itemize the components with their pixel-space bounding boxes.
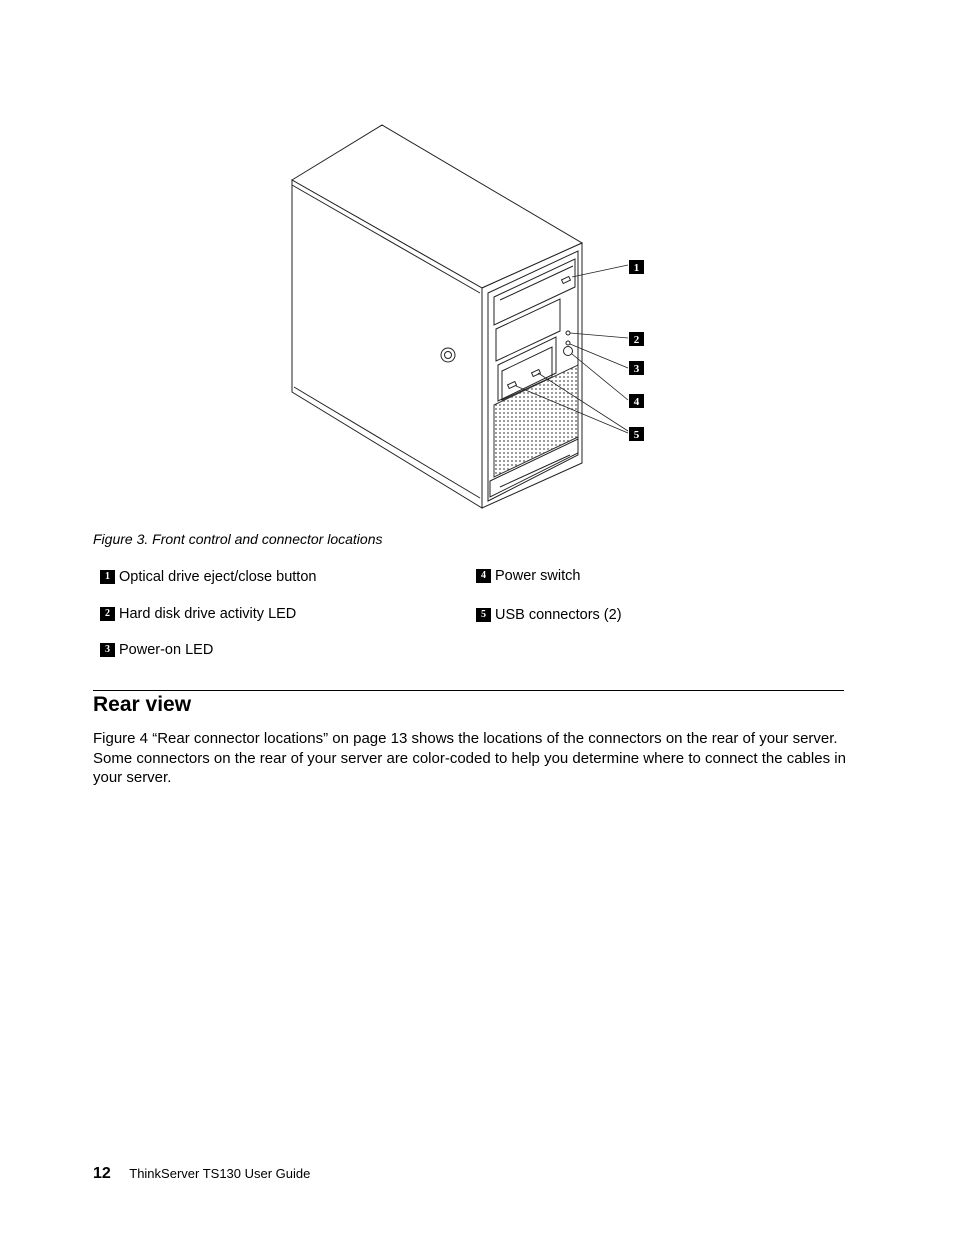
section-body: Figure 4 “Rear connector locations” on page 13 shows the locations of the connectors on the rear of your server. Some connectors on the rear of your server are color-coded to help you determine where to connect the cables in your server. (93, 730, 846, 786)
legend-item-3 (100, 642, 213, 658)
legend-badge: 3 (100, 643, 115, 657)
section-title: Rear view (93, 693, 192, 716)
legend-label: Power switch (495, 568, 581, 584)
legend-item-4 (476, 568, 580, 584)
page-number: 12 (93, 1165, 111, 1182)
callout-3-number: 3 (633, 363, 640, 375)
callout-2-number: 2 (633, 334, 640, 346)
legend-badge: 2 (100, 607, 115, 621)
legend-label: Power-on LED (119, 642, 214, 658)
figure-caption: Figure 3. Front control and connector locations (93, 531, 383, 547)
tower-server-drawing (270, 115, 670, 515)
page-footer (93, 1165, 310, 1183)
callout-5-number: 5 (633, 429, 640, 441)
callout-3 (629, 361, 644, 375)
legend-label: USB connectors (2) (495, 607, 622, 623)
legend-badge: 5 (476, 608, 491, 622)
legend-badge: 1 (100, 570, 115, 584)
legend-item-1 (100, 569, 316, 585)
callout-4-number: 4 (633, 396, 640, 408)
callout-2 (629, 332, 644, 346)
legend-badge: 4 (476, 569, 491, 583)
callout-5 (629, 427, 644, 441)
document-title: ThinkServer TS130 User Guide (129, 1166, 311, 1181)
callout-1 (629, 260, 644, 274)
callout-1-number: 1 (633, 262, 640, 274)
server-front-illustration (270, 115, 670, 515)
callout-4 (629, 394, 644, 408)
legend-label: Hard disk drive activity LED (119, 606, 297, 622)
legend-item-5 (476, 607, 622, 623)
legend-label: Optical drive eject/close button (119, 569, 317, 585)
section-divider (93, 690, 844, 691)
legend-item-2 (100, 606, 296, 622)
